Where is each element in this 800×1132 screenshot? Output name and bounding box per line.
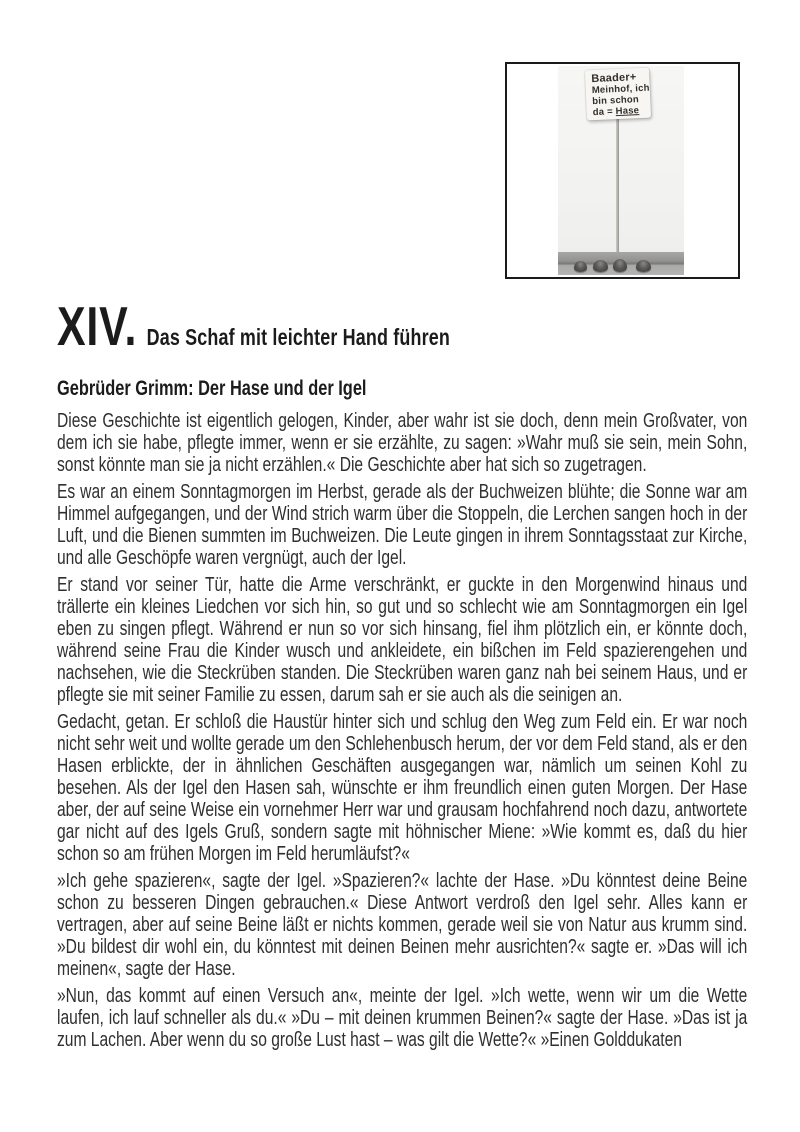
- chapter-numeral: XIV.: [57, 295, 138, 357]
- sign-pole: [616, 116, 619, 256]
- sign-text-line: [593, 105, 649, 118]
- chapter-photo-frame: [505, 62, 740, 279]
- story-paragraph: Gedacht, getan. Er schloß die Haustür hinter sich und schlug den Weg zum Feld ein. Er war noch nicht sehr weit und wollte gerade um den Schlehenbusch herum, der vor dem Feld stand, als er den Hasen erblickte, der in ähnlichen Geschäften ausgegangen war, nämlich um seinen Kohl zu besehen. Als der Igel den Hasen sah, wünschte er ihm freundlich einen guten Morgen. Der Hase aber, der auf seine Weise ein vornehmer Herr war und grausam hochfahrend noch dazu, antwortete gar nicht auf des Igels Gruß, sondern sagte mit höhnischer Miene: »Wie kommt es, daß du hier schon so am frühen Morgen im Feld herumläufst?«: [57, 711, 748, 865]
- hedgehog-figurine: [613, 259, 627, 272]
- hedgehog-figurine: [574, 261, 587, 272]
- protest-sign: [585, 68, 651, 121]
- story-paragraph: »Nun, das kommt auf einen Versuch an«, meinte der Igel. »Ich wette, wenn wir um die Wette laufen, ich lauf schneller als du.« »Du – mit deinen krummen Beinen?« sagte der Hase. »Das ist ja zum Lachen. Aber wenn du so große Lust hast – was gilt die Wette?« »Einen Golddukaten: [57, 985, 748, 1051]
- hedgehog-figurine: [636, 260, 651, 272]
- story-section: [57, 378, 747, 1056]
- sign-text-prefix: da =: [592, 106, 616, 119]
- chapter-heading: [57, 295, 747, 357]
- story-paragraph: Er stand vor seiner Tür, hatte die Arme verschränkt, er guckte in den Morgenwind hinaus und trällerte ein kleines Liedchen vor sich hin, so gut und so schlecht wie am Sonntagmorgen ein Igel eben zu singen pflegt. Während er nun so vor sich hinsang, fiel ihm plötzlich ein, er könnte doch, während seine Frau die Kinder wusch und ankleidete, ein bißchen im Feld spazierengehen und nachsehen, wie die Steckrüben standen. Die Steckrüben waren ganz nah bei seinem Haus, und er pflegte sie mit seiner Familie zu essen, darum sah er sie auch als die seinigen an.: [57, 574, 748, 706]
- story-heading: Gebrüder Grimm: Der Hase und der Igel: [57, 377, 367, 400]
- story-paragraph: Diese Geschichte ist eigentlich gelogen, Kinder, aber wahr ist sie doch, denn mein Großvater, von dem ich sie habe, pflegte immer, wenn er sie erzählte, zu sagen: »Wahr muß sie sein, mein Sohn, sonst könnte man sie ja nicht erzählen.« Die Geschichte aber hat sich so zugetragen.: [57, 410, 748, 476]
- sign-text-line: Meinhof, ich: [591, 82, 650, 97]
- story-paragraph: »Ich gehe spazieren«, sagte der Igel. »Spazieren?« lachte der Hase. »Du könntest deine Beine schon zu besseren Dingen gebrauchen.« Diese Antwort verdroß den Igel sehr. Alles kann er vertragen, aber auf seine Beine läßt er nichts kommen, gerade weil sie von Natur aus krumm sind. »Du bildest dir wohl ein, du könntest mit deinen Beinen mehr ausrichten?« sagte er. »Das will ich meinen«, sagte der Hase.: [57, 870, 748, 980]
- story-paragraph: Es war an einem Sonntagmorgen im Herbst, gerade als der Buchweizen blühte; die Sonne war am Himmel aufgegangen, und der Wind strich warm über die Stoppeln, die Lerchen sangen hoch in der Luft, und die Bienen summten im Buchweizen. Die Leute gingen in ihrem Sonntagsstaat zur Kirche, und alle Geschöpfe waren vergnügt, auch der Igel.: [57, 481, 748, 569]
- sign-text-line: Baader+: [591, 71, 637, 86]
- sign-text-underlined-word: Hase: [615, 105, 640, 118]
- sign-text-line: bin schon: [592, 94, 640, 108]
- photo-background: [558, 66, 684, 275]
- photo-ground: [558, 252, 684, 275]
- chapter-title: Das Schaf mit leichter Hand führen: [146, 324, 450, 350]
- hedgehog-figurine: [593, 260, 608, 272]
